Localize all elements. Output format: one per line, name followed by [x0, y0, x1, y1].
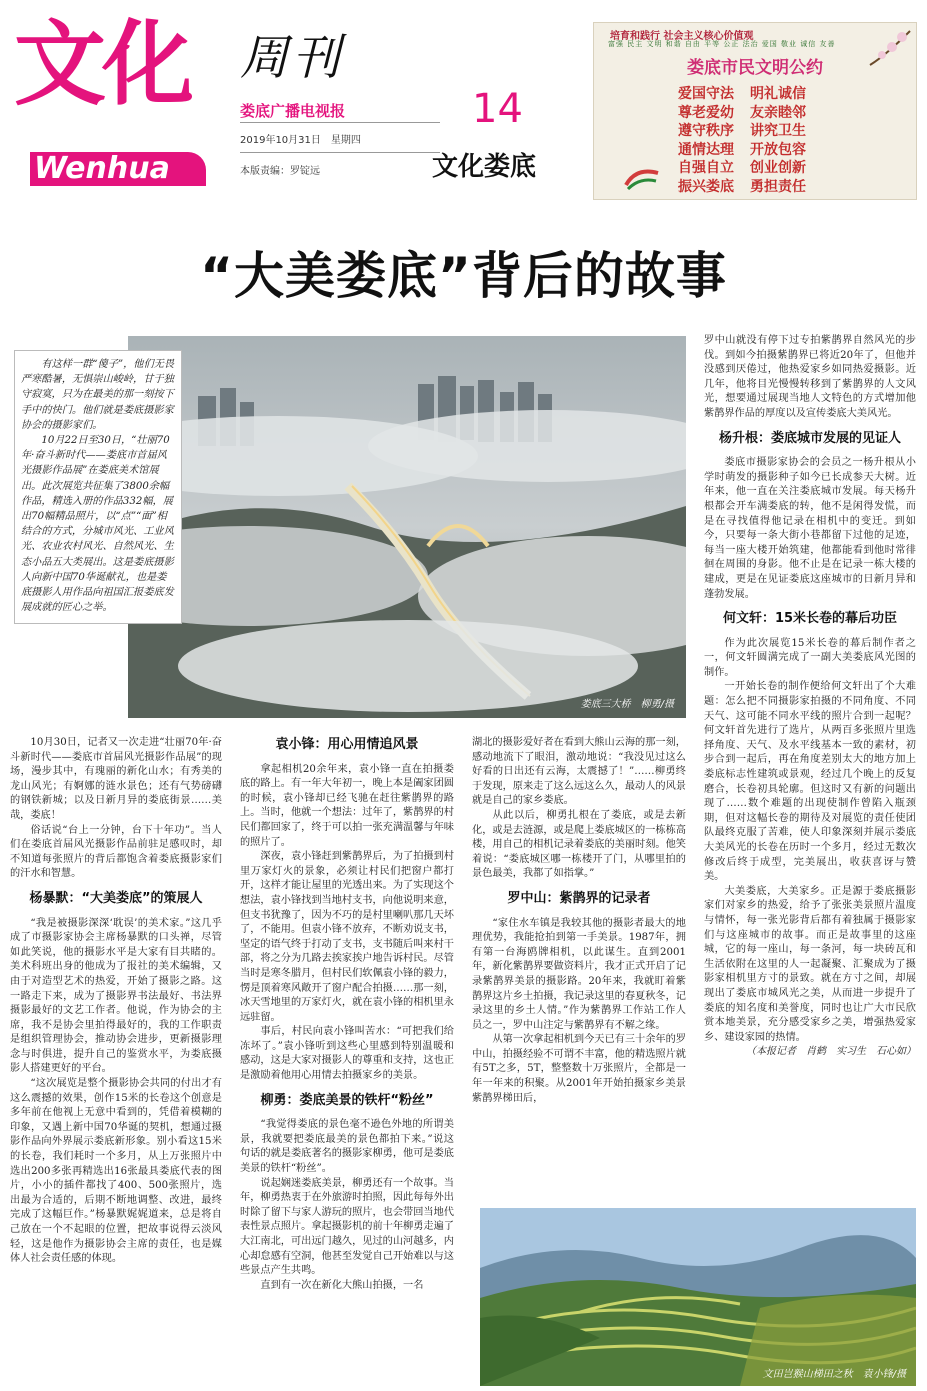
- subheading: 柳勇：娄底美景的铁杆“粉丝”: [260, 1092, 434, 1108]
- paragraph: “我觉得娄底的景色毫不逊色外地的所谓美景，我就要把娄底最美的景色都拍下来。”说这句话的就是娄底著名的摄影家柳勇，他可是娄底美景的铁杆“粉丝”。: [240, 1119, 454, 1175]
- subheading: 罗中山：紫鹊界的记录者: [507, 890, 651, 906]
- paragraph: 直到有一次在新化大熊山拍摄，一名: [260, 1279, 424, 1291]
- civility-row: 自强自立 创业创新: [678, 160, 806, 176]
- paragraph: 深夜，袁小锋赶到紫鹊界后，为了拍摄到村里万家灯火的景象，必须让村民们把窗户都打开，这样才能让屋里的光透出来。为了实现这个想法，袁小锋找到当地村支书，向他说明来意，但支书犹豫了，因为不巧的是村里喇叭那几天坏了，不能用。但袁小锋不放弃，不断劝说支书，坚定的语气终于打动了支书，支书随后叫来村干部，将之分为几路去挨家挨户地告诉村民。尽管当时是寒冬腊月，但村民们软佩袁小锋的毅力，愣是顶着寒风敞开了窗户配合拍摄……那一刻，冰天雪地里的万家灯火，就在袁小锋的相机里永远驻留。: [240, 851, 454, 1023]
- civility-row: 遵守秩序 讲究卫生: [678, 123, 806, 139]
- article-column-2: [240, 736, 454, 1293]
- paragraph: “这次展览是整个摄影协会共同的付出才有这么震撼的效果，创作15米的长卷这个创意是多年前在他视上无意中看到的，凭借着模糊的印象，又遇上新中国70华诞的契机，想通过摄影作品向外界展示娄底新形象。别小看这15米的长卷，我们耗时一个多月，从上万张照片中选出200多张再精选出16张最具娄底代表的图片，小小的插件都找了400、500张照片，选出最为合适的，后期不断地调整、改进，最终完成了这幅巨作。”杨暴默娓娓道来，总是将自己放在一个不起眼的位置，把故事说得云淡风轻，这是他作为摄影协会主席的责任，也是媒体人社会责任感的体现。: [10, 1078, 222, 1265]
- subheading: 何文轩：15米长卷的幕后功臣: [722, 611, 898, 627]
- core-values-words: 富强 民主 文明 和谐 自由 平等 公正 法治 爱国 敬业 诚信 友善: [608, 40, 836, 48]
- paragraph: 罗中山就没有停下过专拍紫鹊界自然风光的步伐。到如今拍摄紫鹊界已将近20年了，但他并没感到厌倦过，他热爱家乡如同热爱摄影。近几年，他将目光慢慢转移到了紫鹊界的人文风光，想要通过展现当地人文特色的方式增加他紫鹊界作品的厚度以及宣传娄底大美风光。: [704, 335, 916, 419]
- civility-title: 娄底市民文明公约: [687, 58, 823, 78]
- article-column-4: [704, 334, 916, 1060]
- terrace-photo: [480, 1208, 916, 1386]
- paragraph: 从第一次拿起相机到今天已有三十余年的罗中山，拍摄经验不可谓不丰富，他的精选照片就有5T之多，5T，整整数十万张照片，全都是一年一年来的积聚。从2001年开始拍摄家乡美景紫鹊界梯田后，: [472, 1034, 686, 1104]
- core-values-slogan: 培育和践行 社会主义核心价值观: [610, 31, 754, 42]
- photo-caption: 娄底三大桥 柳勇/摄: [580, 699, 674, 710]
- paragraph: 一开始长卷的制作便给何文轩出了个大难题：怎么把不同摄影家拍摄的不同角度、不同天气、这可能不同水平线的照片合到一起呢？何文轩首先进行了选片，从两百多张照片里选择角度、天气、及水平线基本一致的素材，初步合到一起后，再在角度差别太大的地方加上娄底标志性建筑或景观，经过几个晚上的反复磨合，长卷初具轮廓。但这时又有新的问题出现了……数个难题的出现使制作曾陷入瓶颈期，但对这幅长卷的期待及对展览的责任使团队最终克服了苦难，使人印象深刻并展示娄底大美风光的长卷在历时一个多月，经过无数次修改后终于成型，完美展出，收获喜讶与赞美。: [704, 681, 916, 883]
- bridge-fog-photo: [128, 336, 686, 718]
- paper-name: 娄底广播电视报: [240, 102, 346, 120]
- subheading: 袁小锋：用心用情追风景: [275, 737, 419, 752]
- intro-paragraph: 有这样一群“傻子”，他们无畏严寒酷暑，无惧崇山峻岭，甘于独守寂寞，只为在最美的那一刻按下手中的快门。他们就是娄底摄影家协会的摄影家们。: [21, 359, 175, 431]
- civility-logo-icon: [622, 163, 662, 193]
- civility-rules: [678, 85, 878, 196]
- divider: [240, 122, 440, 123]
- civility-row: 爱国守法 明礼诚信: [678, 86, 806, 102]
- paragraph: 作为此次展览15米长卷的幕后制作者之一，何文轩圆满完成了一副大美娄底风光图的制作。: [704, 637, 916, 678]
- divider: [240, 152, 440, 153]
- page-number: 14: [472, 86, 523, 132]
- subheading: 杨升根：娄底城市发展的见证人: [718, 430, 901, 446]
- paragraph: 从此以后，柳勇扎根在了娄底，或是去新化，或是去涟源，或是爬上娄底城区的一栋栋高楼，用自己的相机记录着娄底的美丽时刻。他笑着说：“娄底城区哪一栋楼开了门，从哪里拍的景色最美，我都了如指掌。”: [472, 809, 686, 880]
- paragraph: “我是被摄影深深‘耽误’的美术家。”这几乎成了市摄影家协会主席杨暴默的口头禅，尽管如此笑说，他的摄影水平是大家有目共睹的。美术科班出身的他成为了报社的美术编辑，又由于对造型艺术的热爱，开始了摄影之路。这一路走下来，成为了摄影界书法最好、书法界摄影最好的文艺工作者。他说，作为协会的主席，我不是协会里拍得最好的，我的工作职责是组织管理协会，推动协会进步，更新摄影理念与时俱进，提升自己的鉴赏水平，为娄底摄影人搭建更好的平台。: [10, 917, 222, 1075]
- civility-row: 尊老爱幼 友亲睦邻: [678, 104, 806, 121]
- paragraph: “家住水车镇是我较其他的摄影者最大的地理优势，我能抢拍到第一手美景。1987年，拥有第一台海鸥牌相机，以此谋生。直到2001年，新化紫鹊界要做资料片，我才正式开启了记录紫鹊界美景的摄影路。20年来，我就盯着紫鹊界这片乡土拍摄，我记录这里的春夏秋冬，记录这里的乡土人情。”作为紫鹊界工作站工作人员之一，罗中山注定与紫鹊界有不解之缘。: [472, 917, 686, 1031]
- paragraph: 娄底市摄影家协会的会员之一杨升根从小学时萌发的摄影种子如今已长成参天大树。近年来，他一直在关注娄底城市发展。每天杨升根都会开车满娄底的转，他不是闲得发慌，而是在寻找值得他记录在相机中的变迁。到如今，只要每一条大街小巷都留下过他的足迹，每当一座大楼开始筑建，他都能看到他时常徘徊在周围的身影。他不止是在记录一栋大楼的建成，更是在见证娄底这座城市的日新月异和蓬勃发展。: [704, 457, 916, 600]
- paragraph: 10月30日，记者又一次走进“壮丽70年·奋斗新时代——娄底市首届风光摄影作品展”的现场，漫步其中，有瑰丽的新化山水；有秀美的龙山风光；有婀娜的涟水景色；还有气势磅礴的钢铁新城；以及日新月异的娄底街景……美哉，娄底！: [10, 737, 222, 821]
- masthead-title: 文化: [14, 10, 191, 118]
- issue-date: 2019年10月31日 星期四: [240, 135, 361, 146]
- byline: （本报记者 肖鹤 实习生 石心如）: [746, 1046, 916, 1058]
- paragraph: 事后，村民向袁小锋叫苦水：“可把我们给冻坏了。”袁小锋听到这些心里感到特别温暖和感动，这是大家对摄影人的尊重和支持，这也正是激励着他用心用情去拍摄家乡的美景。: [240, 1026, 454, 1082]
- subheading: 杨暴默：“大美娄底”的策展人: [29, 890, 203, 906]
- photo-caption: 文田岂猴山梯田之秋 袁小锋/摄: [762, 1369, 906, 1380]
- civility-convention-box: [593, 22, 917, 200]
- main-headline: “大美娄底”背后的故事: [200, 247, 727, 305]
- section-title: 文化娄底: [432, 152, 537, 182]
- civility-row: 通情达理 开放包容: [678, 141, 806, 158]
- paragraph: 拿起相机20余年来，袁小锋一直在拍摄娄底的路上。有一年大年初一，晚上本是阖家团圆的时候，袁小锋却已经飞驰在赶往紫鹊界的路上。当时，他就一个想法：过年了，紫鹊界的村民们都回家了，终于可以拍一张充满温馨与年味的照片了。: [240, 763, 454, 848]
- article-column-3: [472, 736, 686, 1106]
- paragraph: 大美娄底，大美家乡。正是源于娄底摄影家们对家乡的热爱，给予了张张美景照片温度与情怀，每一张光影背后都有着独属于摄影家们与这座城市的故事。而正是故事里的这座城，它的每一座山，每一条河，每一块砖瓦和生活依附在这里的人一起凝聚、汇聚成为了摄影家相机里方寸的景致。就在方寸之间，却展现出了娄底市城风光之美，从而进一步提升了娄底的知名度和美誉度，同时也让广大市民欣赏本地美景，充分感受家乡之美，增强热爱家乡、建设家园的热情。: [704, 885, 916, 1043]
- weekly-label: 周刊: [240, 30, 345, 86]
- flower-decoration-icon: [866, 25, 914, 71]
- intro-paragraph: 10月22日至30日，“壮丽70年·奋斗新时代——娄底市首届风光摄影作品展”在娄底美术馆展出。此次展览共征集了3800余幅作品，精选入册的作品332幅，展出70幅精品照片，以“点”“面”相结合的方式，分城市风光、工业风光、农业农村风光、自然风光、生态小品五大类展出。这是娄底摄影人向新中国70华诞献礼，也是娄底摄影人用作品向祖国汇报娄底发展成就的匠心之举。: [21, 435, 174, 614]
- paragraph: 湖北的摄影爱好者在看到大熊山云海的那一刻，感动地流下了眼泪，激动地说：“我没见过这么好看的日出还有云海，太震撼了！”……柳勇终于发现，原来走了这么远这么久，最动人的风景就是自己的家乡娄底。: [472, 737, 686, 807]
- masthead-pinyin: Wenhua: [30, 152, 206, 186]
- civility-row: 振兴娄底 勇担责任: [678, 178, 806, 195]
- paragraph: 俗话说“台上一分钟，台下十年功”。当人们在娄底首届风光摄影作品前驻足感叹时，却不知道每张照片的背后都饱含着娄底摄影家们的汗水和智慧。: [10, 824, 222, 880]
- paragraph: 说起娴迷娄底美景，柳勇还有一个故事。当年，柳勇热衷于在外旅游时拍照，因此每每外出时除了留下与家人游玩的照片，也会带回当地代表性景点照片。拿起摄影机的前十年柳勇走遍了大江南北，可出远门越久，见过的山河越多，内心却怠感有空洞，他甚至发觉自己开始难以与这些景点产生共鸣。: [240, 1177, 454, 1277]
- editor-credit: 本版责编：罗锭远: [240, 166, 320, 177]
- intro-box: [14, 350, 182, 624]
- article-column-1: [10, 736, 222, 1267]
